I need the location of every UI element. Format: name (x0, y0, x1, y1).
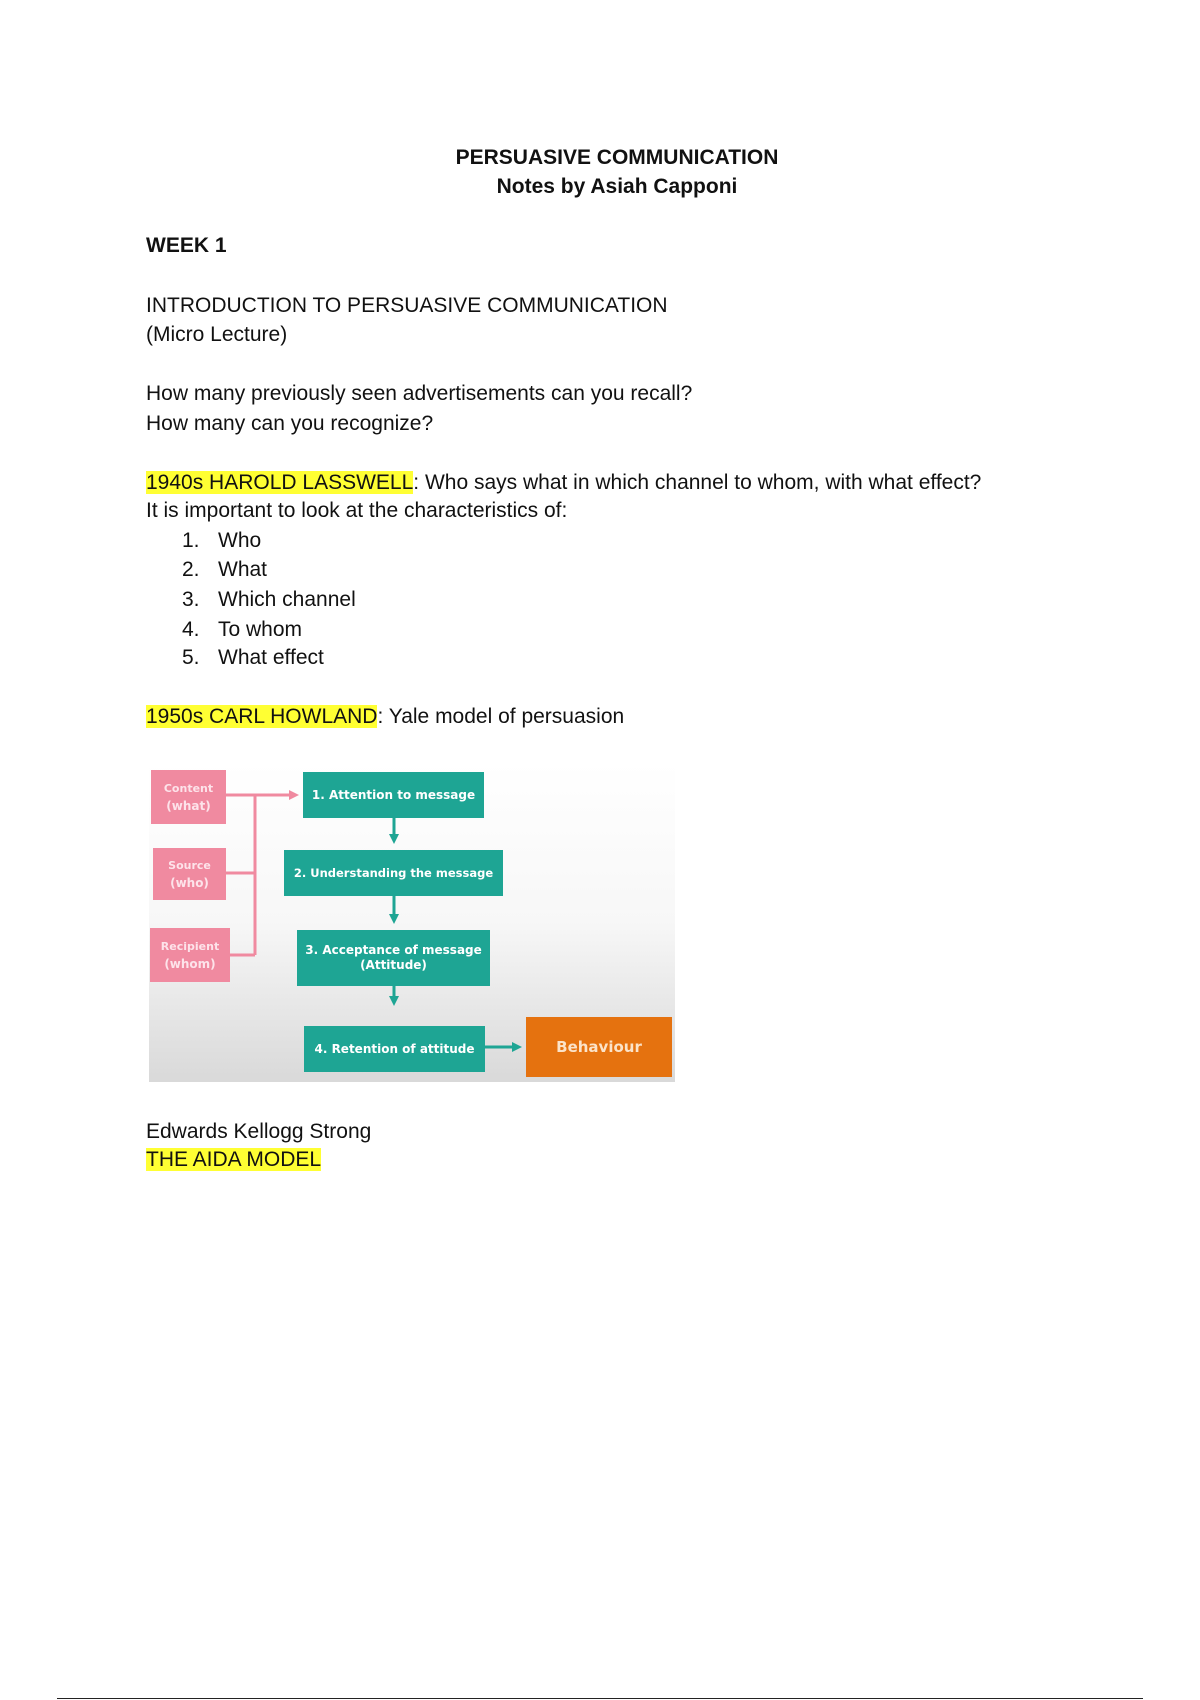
question-recognize: How many can you recognize? (146, 412, 434, 435)
lasswell-highlight: 1940s HAROLD LASSWELL (146, 471, 414, 494)
svg-text:(whom): (whom) (164, 957, 216, 971)
lasswell-intro: It is important to look at the characteristics of: (146, 499, 568, 522)
section-subheading: (Micro Lecture) (146, 323, 288, 346)
list-item: 4. To whom (182, 618, 303, 641)
svg-text:Behaviour: Behaviour (556, 1038, 642, 1056)
svg-text:3. Acceptance of message: 3. Acceptance of message (305, 943, 482, 957)
step-understanding (284, 850, 503, 896)
week-label: WEEK 1 (146, 234, 227, 257)
input-source (153, 848, 226, 900)
svg-text:(who): (who) (170, 876, 209, 890)
section-heading: INTRODUCTION TO PERSUASIVE COMMUNICATION (146, 294, 668, 317)
svg-text:(Attitude): (Attitude) (360, 958, 427, 972)
step-acceptance (297, 930, 490, 986)
list-item: 5. What effect (182, 646, 324, 669)
aida-line (146, 1148, 321, 1172)
lasswell-line (146, 471, 981, 495)
question-recall: How many previously seen advertisements can you recall? (146, 382, 693, 405)
svg-text:Source: Source (168, 859, 211, 872)
strong-name: Edwards Kellogg Strong (146, 1120, 372, 1143)
list-item: 3. Which channel (182, 588, 356, 611)
svg-text:Content: Content (163, 782, 214, 795)
howland-highlight: 1950s CARL HOWLAND (146, 705, 378, 728)
svg-text:2. Understanding the message: 2. Understanding the message (293, 866, 494, 880)
svg-text:1. Attention to message: 1. Attention to message (311, 788, 476, 802)
aida-highlight: THE AIDA MODEL (146, 1148, 322, 1171)
svg-text:Recipient: Recipient (160, 940, 220, 953)
step-retention (304, 1026, 485, 1072)
page-subtitle: Notes by Asiah Capponi (496, 175, 738, 198)
yale-model-diagram (149, 762, 675, 1082)
svg-text:4. Retention of attitude: 4. Retention of attitude (314, 1042, 475, 1056)
step-attention (303, 772, 484, 818)
input-content (151, 770, 226, 824)
howland-text: : Yale model of persuasion (377, 705, 625, 728)
outcome-behaviour (526, 1017, 672, 1077)
lasswell-text: : Who says what in which channel to whom, with what effect? (413, 471, 982, 494)
page-title: PERSUASIVE COMMUNICATION (455, 146, 779, 169)
howland-line (146, 705, 624, 729)
svg-text:(what): (what) (166, 799, 211, 813)
input-recipient (150, 928, 230, 982)
page-bottom-rule (57, 1698, 1143, 1699)
list-item: 2. What (182, 558, 268, 581)
list-item: 1. Who (182, 529, 262, 552)
